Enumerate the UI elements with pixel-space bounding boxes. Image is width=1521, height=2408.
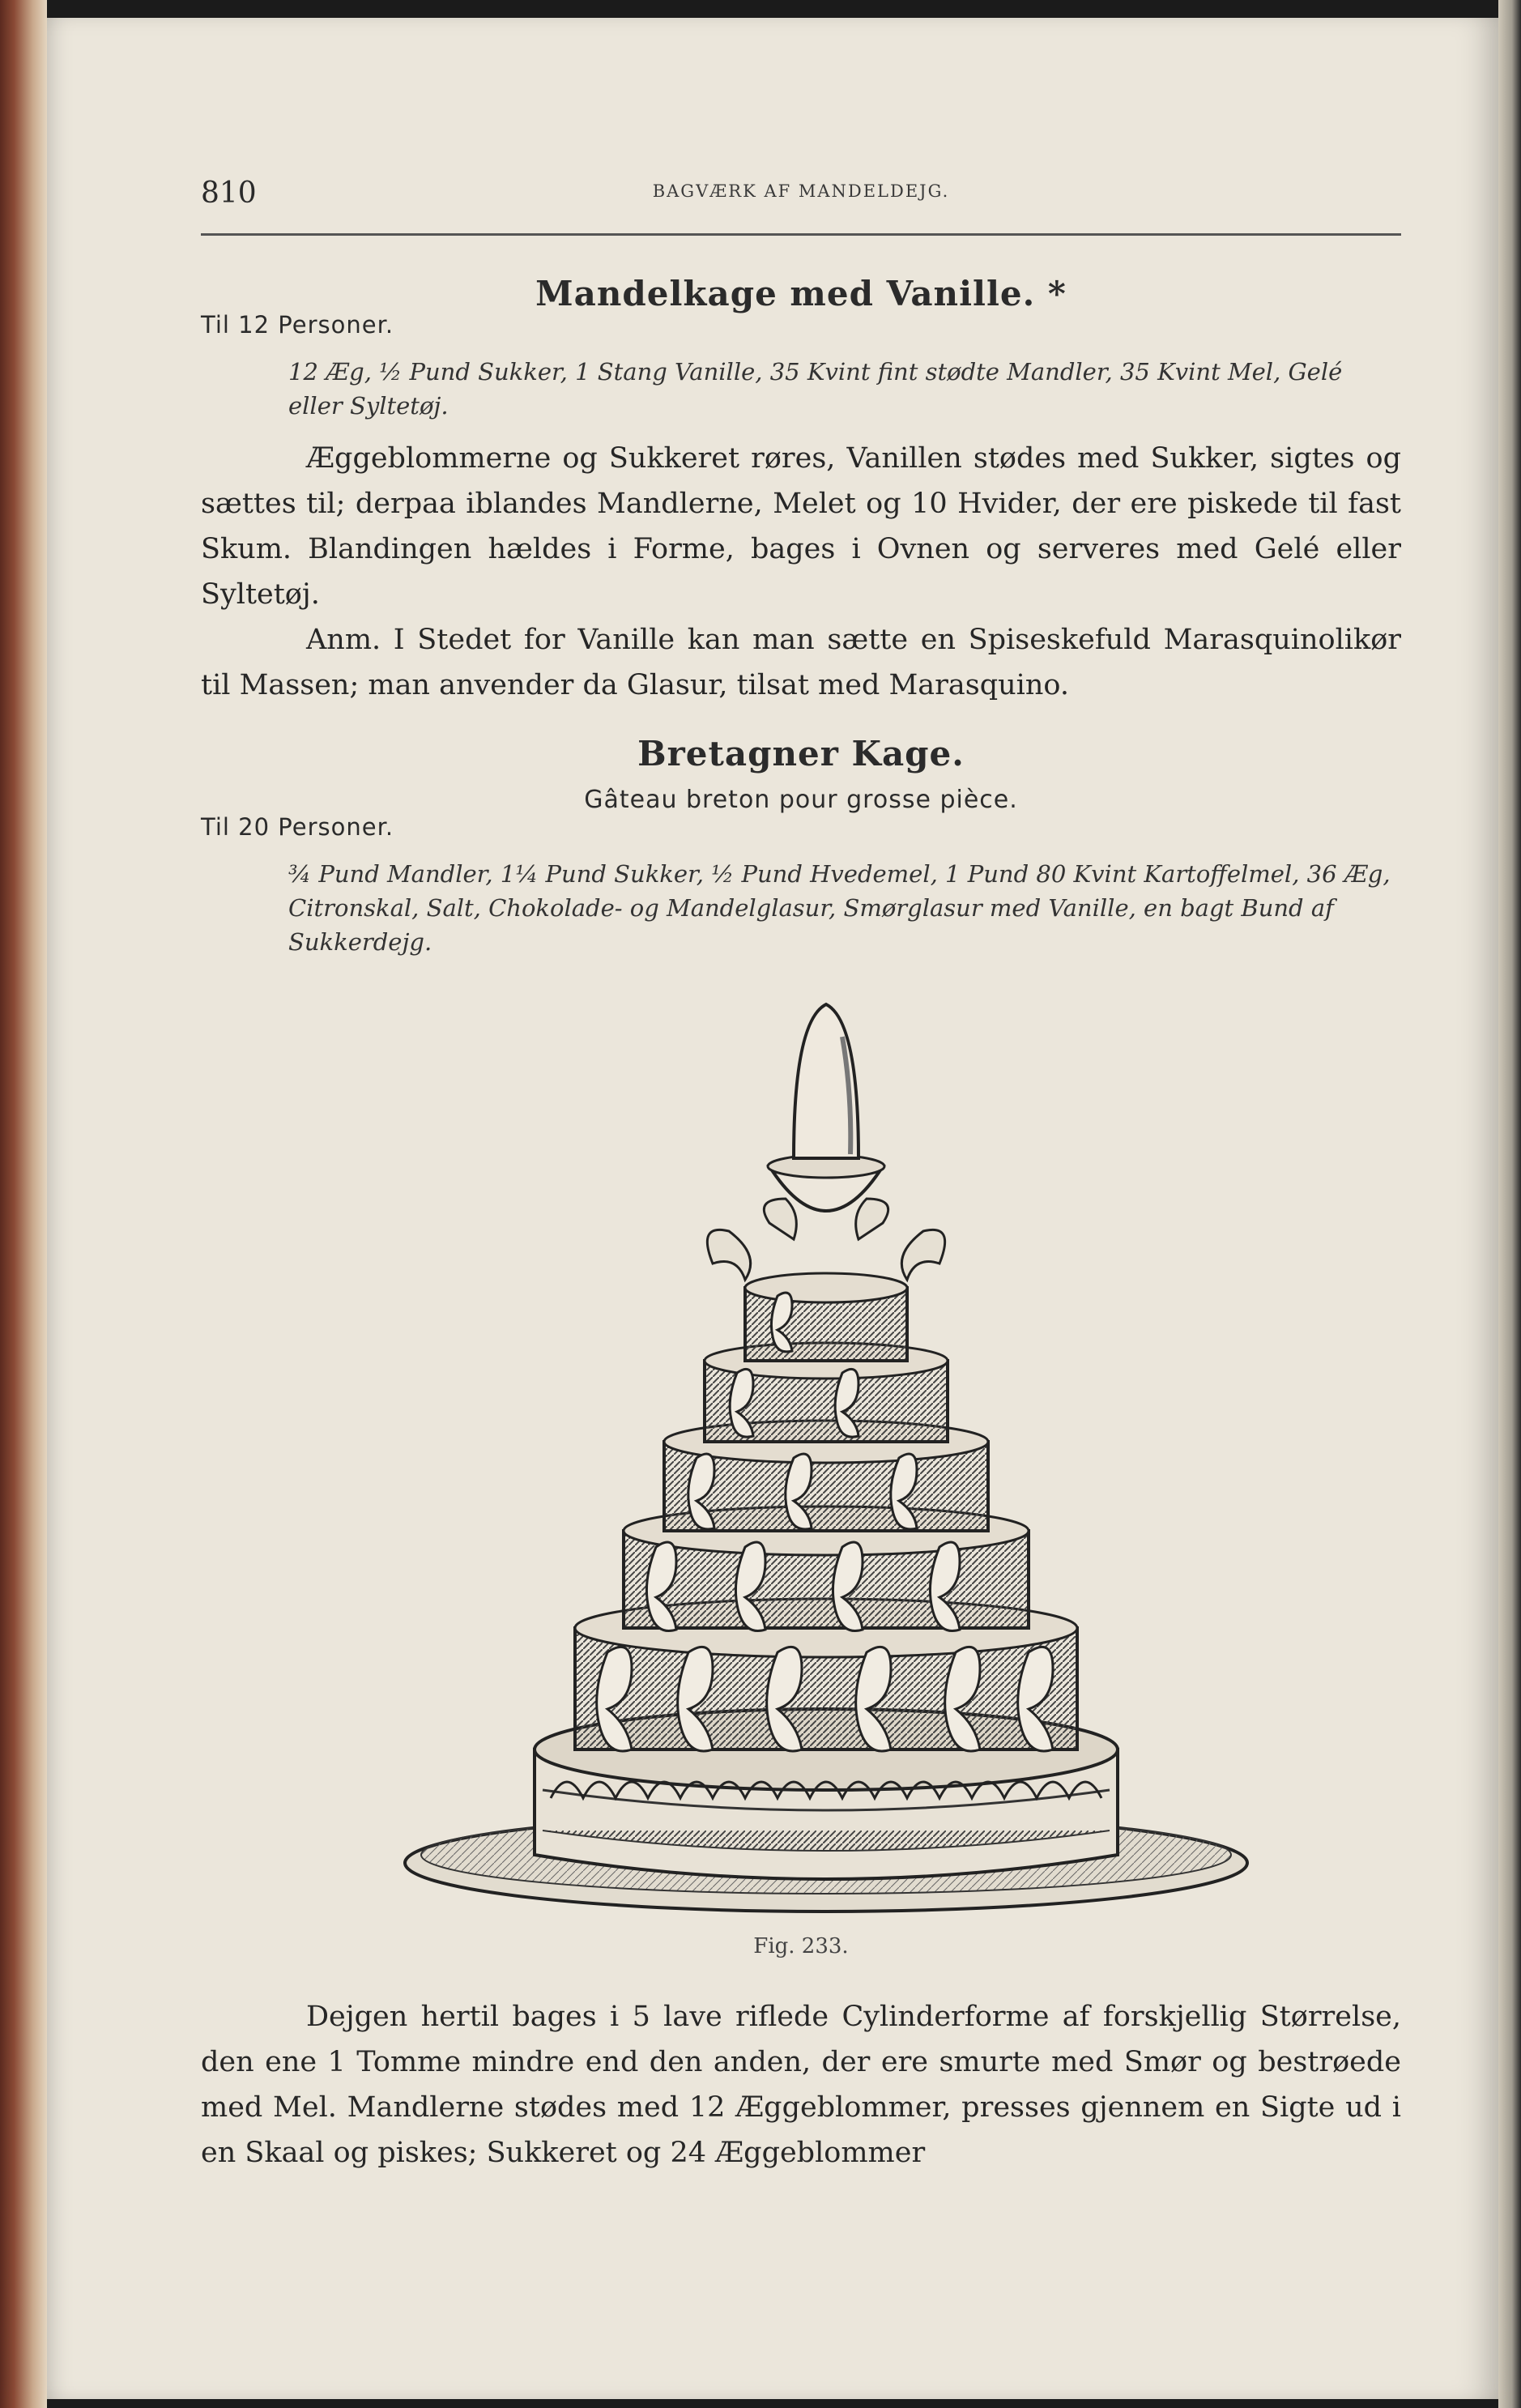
page-header	[201, 177, 1401, 225]
figure-caption: Fig. 233.	[753, 1934, 849, 1958]
cake-illustration	[389, 988, 1263, 1928]
ingredients-bretagner: ¾ Pund Mandler, 1¼ Pund Sukker, ½ Pund Hvedemel, 1 Pund 80 Kvint Kartoffelmel, 36 Æg, Citronskal, Salt, Chokolade- og Mandelglasur, Smørglasur med Vanille, en bagt Bund af Sukkerdejg.	[288, 860, 1391, 956]
recipe-title-mandelkage: Mandelkage med Vanille. *	[535, 274, 1067, 313]
header-rule	[201, 233, 1401, 236]
book-spine	[0, 0, 47, 2408]
ingredients-mandelkage: 12 Æg, ½ Pund Sukker, 1 Stang Vanille, 35 Kvint fint stødte Mandler, 35 Kvint Mel, Gelé eller Syltetøj.	[288, 358, 1343, 420]
note-mandelkage: Anm. I Stedet for Vanille kan man sætte en Spiseskefuld Marasquinolikør til Massen; man anvender da Glasur, tilsat med Marasquino.	[201, 624, 1401, 701]
servings-20: Til 20 Personer.	[201, 813, 394, 841]
running-head: BAGVÆRK AF MANDELDEJG.	[652, 181, 950, 201]
instructions-mandelkage: Æggeblommerne og Sukkeret røres, Vanillen stødes med Sukker, sigtes og sættes til; derpaa iblandes Mandlerne, Melet og 10 Hvider, der ere piskede til fast Skum. Blandingen hældes i Forme, bages i Ovnen og serveres med Gelé eller Syltetøj.	[201, 442, 1401, 611]
page-edge	[1498, 0, 1521, 2408]
servings-12: Til 12 Personer.	[201, 311, 394, 339]
instructions-bretagner: Dejgen hertil bages i 5 lave riflede Cylinderforme af forskjellig Størrelse, den ene 1 Tomme mindre end den anden, der ere smurte med Smør og bestrøede med Mel. Mandlerne stødes med 12 Æggeblommer, presses gjennem en Sigte ud i en Skaal og piskes; Sukkeret og 24 Æggeblommer	[201, 2001, 1401, 2169]
page-number: 810	[201, 177, 257, 210]
recipe-subtitle-bretagner: Gâteau breton pour grosse pièce.	[584, 786, 1018, 814]
recipe-title-bretagner: Bretagner Kage.	[637, 734, 965, 774]
